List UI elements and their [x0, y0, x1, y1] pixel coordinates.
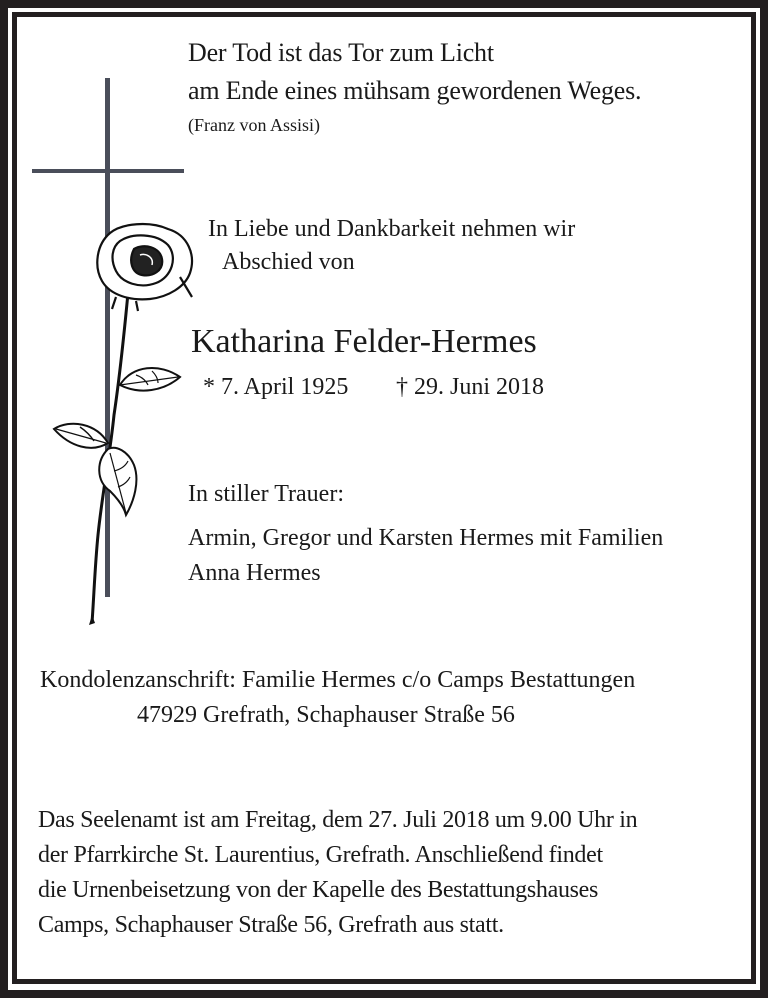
birth-date: * 7. April 1925 [203, 374, 349, 400]
quote-line-2: am Ende eines mühsam gewordenen Weges. [188, 76, 642, 105]
rose-icon [40, 215, 200, 630]
service-line-2: der Pfarrkirche St. Laurentius, Grefrath. Anschließend findet [38, 842, 603, 868]
quote-attribution: (Franz von Assisi) [188, 115, 320, 135]
cross-icon-bar [32, 169, 184, 173]
intro-line-2: Abschied von [222, 249, 355, 275]
death-date: † 29. Juni 2018 [396, 374, 545, 400]
service-line-4: Camps, Schaphauser Straße 56, Grefrath aus statt. [38, 912, 504, 938]
mourners-heading: In stiller Trauer: [188, 481, 344, 507]
deceased-name: Katharina Felder-Hermes [191, 323, 537, 360]
service-line-3: die Urnenbeisetzung von der Kapelle des Bestattungshauses [38, 877, 599, 903]
mourners-line-2: Anna Hermes [188, 560, 321, 586]
condolence-line-1: Kondolenzanschrift: Familie Hermes c/o Camps Bestattungen [40, 667, 636, 693]
quote-line-1: Der Tod ist das Tor zum Licht [188, 38, 494, 67]
intro-line-1: In Liebe und Dankbarkeit nehmen wir [208, 216, 576, 242]
condolence-line-2: 47929 Grefrath, Schaphauser Straße 56 [137, 702, 515, 728]
service-line-1: Das Seelenamt ist am Freitag, dem 27. Juli 2018 um 9.00 Uhr in [38, 807, 638, 833]
mourners-line-1: Armin, Gregor und Karsten Hermes mit Familien [188, 525, 664, 551]
